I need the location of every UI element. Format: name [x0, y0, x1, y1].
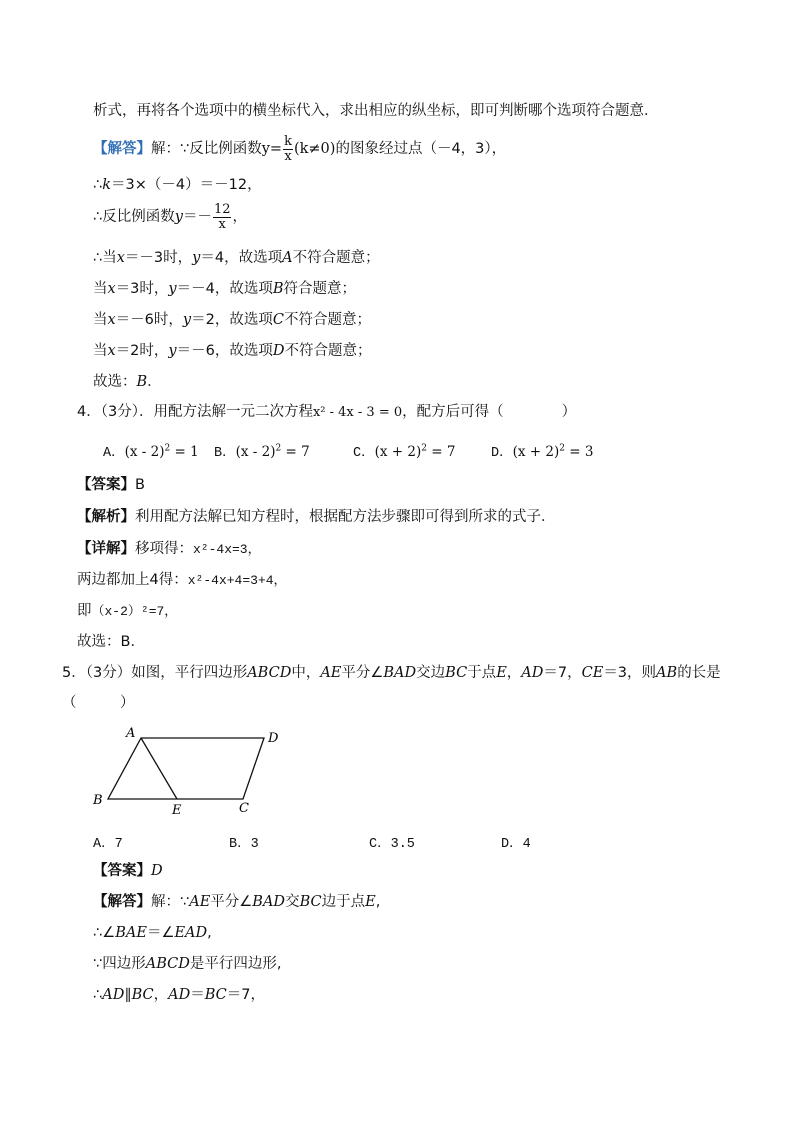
- label-e: E: [172, 803, 182, 818]
- solution-line-4: ∴当x＝－3时，y＝4，故选项A不符合题意；: [93, 250, 380, 266]
- q5-option-a[interactable]: A．7: [93, 837, 123, 852]
- q5-solution-3: ∵四边形ABCD是平行四边形,: [93, 956, 282, 972]
- q5-solution-1: 【解答】解：∵AE平分∠BAD交BC边于点E,: [93, 894, 381, 910]
- solution-line-5: 当x＝3时，y＝－4，故选项B符合题意；: [93, 281, 357, 297]
- analysis-continuation: 析式，再将各个选项中的横坐标代入，求出相应的纵坐标，即可判断哪个选项符合题意．: [93, 103, 659, 119]
- q4-conclusion: 故选：B．: [77, 634, 145, 650]
- solution-line-3: ∴反比例函数y＝－ $\frac{12}{x}$ ，: [93, 201, 247, 232]
- solution-line-2: ∴k＝3×（－4）＝－12，: [93, 177, 262, 193]
- q4-option-c[interactable]: C．$(x + 2)^2 = 7$: [353, 443, 456, 461]
- solution-line-6: 当x＝－6时，y＝2，故选项C不符合题意；: [93, 312, 371, 328]
- q5-option-c[interactable]: C．3.5: [369, 837, 415, 852]
- solution-tag: 【解答】: [93, 141, 151, 157]
- solution-conclusion: 故选：B．: [93, 374, 162, 390]
- parallelogram-abcd: [108, 738, 264, 799]
- q4-step-2: 两边都加上4得：x²-4x+4=3+4，: [77, 572, 287, 588]
- q4-option-a[interactable]: A．(x - 2)$^2$ = 1: [103, 443, 199, 461]
- q5-solution-2: ∴∠BAE＝∠EAD,: [93, 925, 212, 941]
- solution-line-7: 当x＝2时，y＝－6，故选项D不符合题意；: [93, 343, 372, 359]
- q4-detail: 【详解】移项得：x²-4x=3，: [77, 541, 261, 557]
- q4-option-d[interactable]: D．$(x + 2)^2 = 3$: [491, 443, 594, 461]
- q4-analysis: 【解析】利用配方法解已知方程时，根据配方法步骤即可得到所求的式子．: [77, 509, 556, 525]
- fraction-12-over-x: $\frac{12}{x}$: [213, 201, 231, 232]
- q5-option-d[interactable]: D．4: [501, 837, 531, 852]
- solution-line-1: 【解答】解：∵反比例函数y= $\frac{k}{x}$ (k≠0)的图象经过点（－4，3），: [93, 133, 507, 164]
- q5-option-b[interactable]: B．3: [229, 837, 259, 852]
- label-d: D: [268, 731, 279, 746]
- q4-option-b[interactable]: B．(x - 2)$^2$ = 7: [214, 443, 310, 461]
- label-a: A: [126, 726, 136, 741]
- parallelogram-figure: [88, 722, 288, 822]
- label-b: B: [93, 793, 103, 808]
- segment-ae: [141, 738, 177, 799]
- q5-answer: 【答案】D: [93, 863, 163, 879]
- fraction-k-over-x: $\frac{k}{x}$: [284, 133, 292, 164]
- question-4-stem: 4．（3分）．用配方法解一元二次方程x² - 4x - 3 = 0，配方后可得（ ）: [77, 404, 577, 420]
- question-5-stem: 5．（3分）如图，平行四边形ABCD中，AE平分∠BAD交边BC于点E，AD＝7，CE＝3，则AB的长是: [62, 665, 721, 681]
- q4-step-3: 即（x-2）²=7，: [77, 603, 178, 619]
- question-5-paren: （ ）: [62, 695, 135, 711]
- label-c: C: [239, 801, 249, 816]
- q4-answer: 【答案】B: [77, 477, 145, 493]
- q5-solution-4: ∴AD∥BC，AD＝BC＝7，: [93, 987, 265, 1003]
